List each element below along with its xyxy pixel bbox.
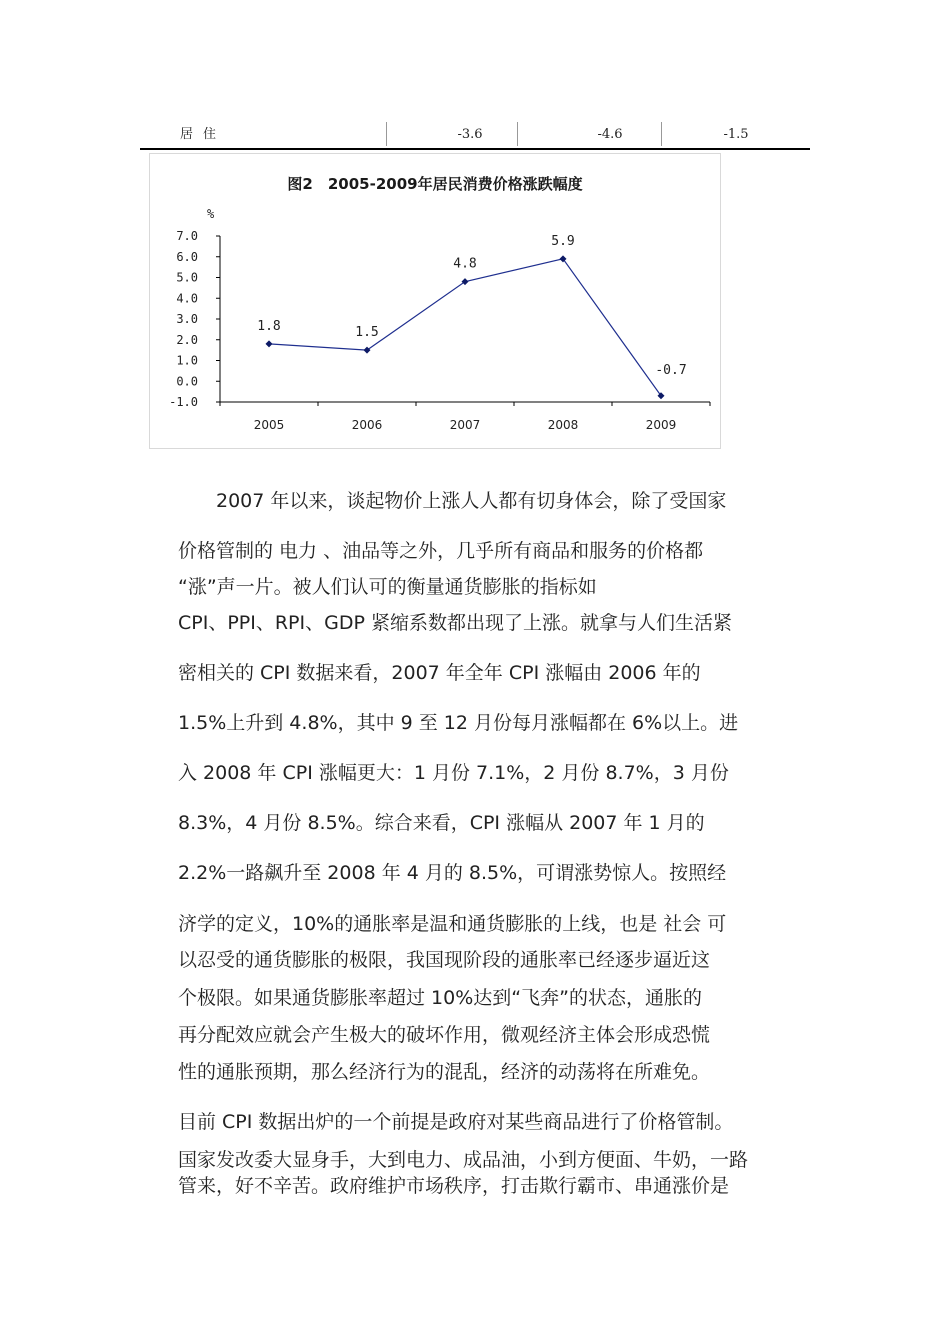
text-line: “涨”声一片。被人们认可的衡量通货膨胀的指标如 (178, 576, 597, 598)
data-label: 5.9 (551, 233, 575, 249)
table-row (140, 122, 810, 150)
y-tick-label: 1.0 (176, 353, 198, 368)
data-label: 1.8 (257, 318, 281, 334)
text-line: 济学的定义，10%的通胀率是温和通货膨胀的上线，也是 社会 可 (178, 913, 727, 935)
text-line: 2.2%一路飙升至 2008 年 4 月的 8.5%，可谓涨势惊人。按照经 (178, 862, 727, 884)
x-tick-label: 2009 (645, 418, 677, 432)
text-line: 再分配效应就会产生极大的破坏作用，微观经济主体会形成恐慌 (178, 1024, 711, 1046)
x-tick-label: 2006 (351, 418, 383, 432)
y-tick-label: -1.0 (169, 395, 198, 409)
y-tick-label: 6.0 (176, 249, 198, 264)
text-line: 管来，好不辛苦。政府维护市场秩序，打击欺行霸市、串通涨价是 (178, 1175, 730, 1197)
text-line: 国家发改委大显身手，大到电力、成品油，小到方便面、牛奶，一路 (178, 1149, 749, 1171)
text-line: 性的通胀预期，那么经济行为的混乱，经济的动荡将在所难免。 (178, 1061, 711, 1083)
y-tick-label: 3.0 (176, 312, 198, 326)
table-cell-value: -3.6 (457, 127, 483, 142)
chart-title: 图2 2005-2009年居民消费价格涨跌幅度 (287, 175, 583, 193)
text-line: 价格管制的 电力 、油品等之外，几乎所有商品和服务的价格都 (178, 540, 704, 562)
data-label: -0.7 (655, 362, 687, 378)
text-line: 密相关的 CPI 数据来看，2007 年全年 CPI 涨幅由 2006 年的 (178, 662, 701, 684)
y-axis-unit: % (207, 207, 215, 221)
y-tick-label: 7.0 (176, 229, 198, 243)
x-tick-label: 2007 (449, 418, 481, 432)
y-tick-label: 5.0 (176, 270, 198, 285)
column-divider (661, 122, 662, 146)
text-line: 目前 CPI 数据出炉的一个前提是政府对某些商品进行了价格管制。 (178, 1111, 734, 1133)
data-point (266, 340, 273, 347)
x-tick-label: 2005 (253, 418, 285, 432)
table-cell-value: -1.5 (723, 127, 749, 142)
table-cell-label: 居住 (180, 127, 227, 142)
y-tick-label: 4.0 (176, 291, 198, 306)
x-tick-label: 2008 (547, 418, 579, 432)
data-label: 1.5 (355, 325, 379, 341)
text-line: 8.3%，4 月份 8.5%。综合来看，CPI 涨幅从 2007 年 1 月的 (178, 812, 705, 834)
text-line: CPI、PPI、RPI、GDP 紧缩系数都出现了上涨。就拿与人们生活紧 (178, 612, 732, 634)
chart-canvas (150, 154, 720, 448)
column-divider (517, 122, 518, 146)
text-line: 入 2008 年 CPI 涨幅更大：1 月份 7.1%，2 月份 8.7%，3 月份 (178, 762, 729, 784)
line-chart (149, 153, 721, 449)
text-line: 以忍受的通货膨胀的极限，我国现阶段的通胀率已经逐步逼近这 (178, 949, 711, 971)
text-line: 2007 年以来，谈起物价上涨人人都有切身体会，除了受国家 (178, 490, 727, 512)
y-tick-label: 2.0 (176, 332, 198, 347)
table-cell-value: -4.6 (597, 127, 623, 142)
data-point (364, 347, 371, 354)
data-label: 4.8 (453, 256, 477, 272)
column-divider (386, 122, 387, 146)
text-line: 1.5%上升到 4.8%，其中 9 至 12 月份每月涨幅都在 6%以上。进 (178, 712, 739, 734)
data-point (462, 278, 469, 285)
text-line: 个极限。如果通货膨胀率超过 10%达到“飞奔”的状态，通胀的 (178, 987, 702, 1009)
y-tick-label: 0.0 (176, 374, 198, 389)
